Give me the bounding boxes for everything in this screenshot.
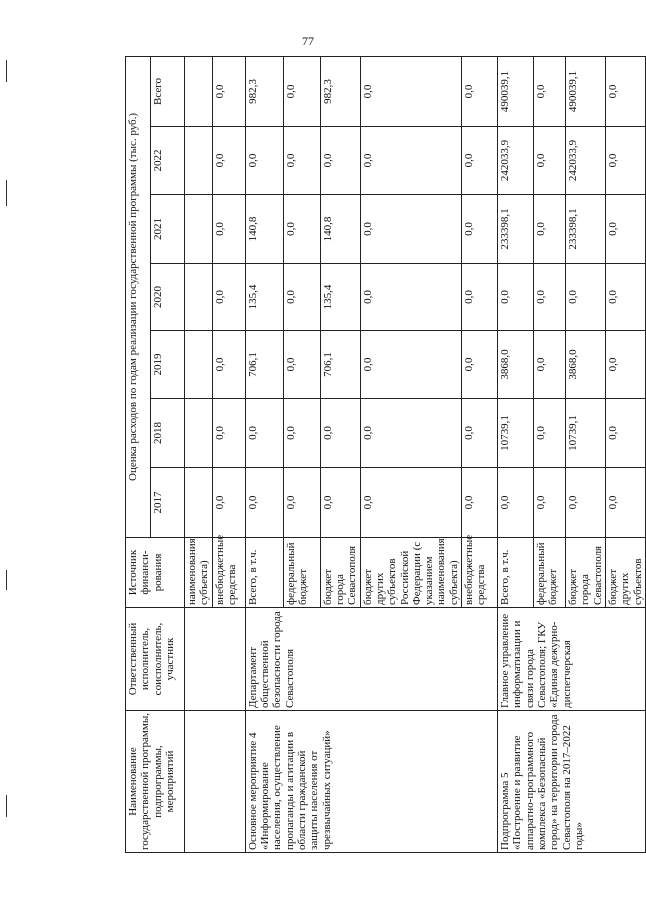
source-cell: внебюджетные средства [212, 538, 245, 608]
value-cell: 0,0 [212, 399, 245, 468]
scan-edge-mark-2 [6, 180, 7, 206]
header-year: 2018 [151, 399, 185, 468]
value-cell: 0,0 [320, 399, 360, 468]
value-cell: 0,0 [212, 331, 245, 399]
value-cell: 0,0 [360, 56, 462, 126]
scan-edge-mark-3 [6, 570, 7, 590]
value-cell: 0,0 [462, 399, 498, 468]
value-cell: 3868,0 [566, 331, 606, 399]
value-cell: 0,0 [566, 468, 606, 538]
value-cell [185, 399, 213, 468]
value-cell: 0,0 [360, 264, 462, 331]
value-cell: 0,0 [283, 331, 320, 399]
value-cell: 0,0 [606, 468, 646, 538]
value-cell: 135,4 [320, 264, 360, 331]
value-cell: 0,0 [212, 195, 245, 264]
value-cell: 0,0 [462, 56, 498, 126]
value-cell: 140,8 [320, 195, 360, 264]
value-cell: 0,0 [606, 264, 646, 331]
value-cell: 135,4 [245, 264, 283, 331]
header-year: 2021 [151, 195, 185, 264]
header-name: Наименование государственной программы, подпрограммы, мероприятий [126, 711, 185, 853]
table-row [245, 56, 283, 852]
value-cell [185, 195, 213, 264]
source-cell: Всего, в т.ч. [245, 538, 283, 608]
value-cell: 490039,1 [566, 56, 606, 126]
value-cell: 0,0 [212, 56, 245, 126]
value-cell: 0,0 [320, 127, 360, 195]
event4-responsible-cell: Департамент общественной безопасности города Севастополя [245, 608, 497, 711]
subprogram5-responsible-cell: Главное управление информатизации и связи города Севастополя; ГКУ «Единая дежурно-диспетчерская [498, 608, 646, 711]
value-cell: 0,0 [606, 195, 646, 264]
continuation-responsible-cell [185, 608, 246, 711]
value-cell: 0,0 [360, 468, 462, 538]
value-cell: 242033,9 [498, 127, 534, 195]
value-cell: 0,0 [462, 331, 498, 399]
value-cell: 242033,9 [566, 127, 606, 195]
value-cell: 0,0 [462, 468, 498, 538]
continuation-name-cell [185, 711, 246, 853]
value-cell: 982,3 [245, 56, 283, 126]
header-year: 2019 [151, 331, 185, 399]
value-cell: 0,0 [462, 195, 498, 264]
value-cell: 0,0 [360, 195, 462, 264]
budget-table [125, 56, 646, 853]
header-total: Всего [151, 56, 185, 126]
value-cell: 0,0 [606, 56, 646, 126]
value-cell: 0,0 [534, 127, 566, 195]
source-cell: бюджет других субъектов [606, 538, 646, 608]
source-cell: федеральный бюджет [283, 538, 320, 608]
value-cell: 0,0 [360, 127, 462, 195]
value-cell [185, 264, 213, 331]
value-cell: 706,1 [320, 331, 360, 399]
subprogram5-name-cell: Подпрограмма 5 «Построение и развитие аппаратно-программного комплекса «Безопасный город» на территории города Севастополя на 2017–2022 годы» [498, 711, 646, 853]
header-year: 2017 [151, 468, 185, 538]
value-cell: 0,0 [534, 195, 566, 264]
value-cell: 0,0 [320, 468, 360, 538]
header-year: 2022 [151, 127, 185, 195]
value-cell: 0,0 [566, 264, 606, 331]
value-cell: 0,0 [360, 399, 462, 468]
value-cell: 0,0 [534, 264, 566, 331]
value-cell: 982,3 [320, 56, 360, 126]
event4-name-cell: Основное мероприятие 4 «Информирование населения, осуществление пропаганды и агитации в области гражданской защиты населения от чрезвычайных ситуаций» [245, 711, 497, 853]
value-cell: 0,0 [245, 127, 283, 195]
value-cell: 0,0 [462, 264, 498, 331]
value-cell: 233398,1 [566, 195, 606, 264]
value-cell: 0,0 [245, 399, 283, 468]
value-cell: 0,0 [245, 468, 283, 538]
table-row [185, 56, 213, 852]
value-cell: 3868,0 [498, 331, 534, 399]
source-cell: наименования субъекта) [185, 538, 213, 608]
value-cell: 233398,1 [498, 195, 534, 264]
source-cell: внебюджетные средства [462, 538, 498, 608]
value-cell: 490039,1 [498, 56, 534, 126]
value-cell [185, 331, 213, 399]
value-cell: 0,0 [534, 468, 566, 538]
value-cell: 0,0 [534, 331, 566, 399]
source-cell: бюджет города Севастополя [320, 538, 360, 608]
source-cell: федеральный бюджет [534, 538, 566, 608]
value-cell: 0,0 [606, 399, 646, 468]
value-cell [185, 56, 213, 126]
value-cell: 0,0 [283, 264, 320, 331]
value-cell: 0,0 [283, 468, 320, 538]
value-cell: 0,0 [534, 56, 566, 126]
value-cell: 0,0 [360, 331, 462, 399]
value-cell: 0,0 [283, 399, 320, 468]
value-cell: 0,0 [606, 331, 646, 399]
value-cell: 0,0 [283, 195, 320, 264]
page-number: 77 [302, 34, 314, 48]
value-cell: 0,0 [498, 468, 534, 538]
value-cell [185, 127, 213, 195]
value-cell: 0,0 [606, 127, 646, 195]
header-estimate: Оценка расходов по годам реализации государственной программы (тыс. руб.) [126, 56, 151, 537]
source-cell: бюджет города Севастополя [566, 538, 606, 608]
header-year: 2020 [151, 264, 185, 331]
rotated-table-container [125, 57, 644, 853]
value-cell: 0,0 [212, 468, 245, 538]
value-cell: 0,0 [212, 264, 245, 331]
value-cell: 10739,1 [498, 399, 534, 468]
scan-edge-mark-4 [6, 795, 7, 817]
header-row-1 [126, 56, 151, 852]
value-cell: 0,0 [534, 399, 566, 468]
value-cell: 10739,1 [566, 399, 606, 468]
scan-edge-mark-1 [6, 60, 7, 82]
header-source: Источник финанси-рования [126, 538, 185, 608]
header-responsible: Ответственный исполнитель, соисполнитель, участник [126, 608, 185, 711]
source-cell: Всего, в т.ч. [498, 538, 534, 608]
value-cell: 0,0 [212, 127, 245, 195]
value-cell: 0,0 [462, 127, 498, 195]
value-cell: 140,8 [245, 195, 283, 264]
value-cell: 0,0 [283, 127, 320, 195]
value-cell: 0,0 [283, 56, 320, 126]
value-cell: 0,0 [498, 264, 534, 331]
value-cell [185, 468, 213, 538]
table-row [498, 56, 534, 852]
value-cell: 706,1 [245, 331, 283, 399]
source-cell: бюджет других субъектов Российской Федерации (с указанием наименования субъекта) [360, 538, 462, 608]
